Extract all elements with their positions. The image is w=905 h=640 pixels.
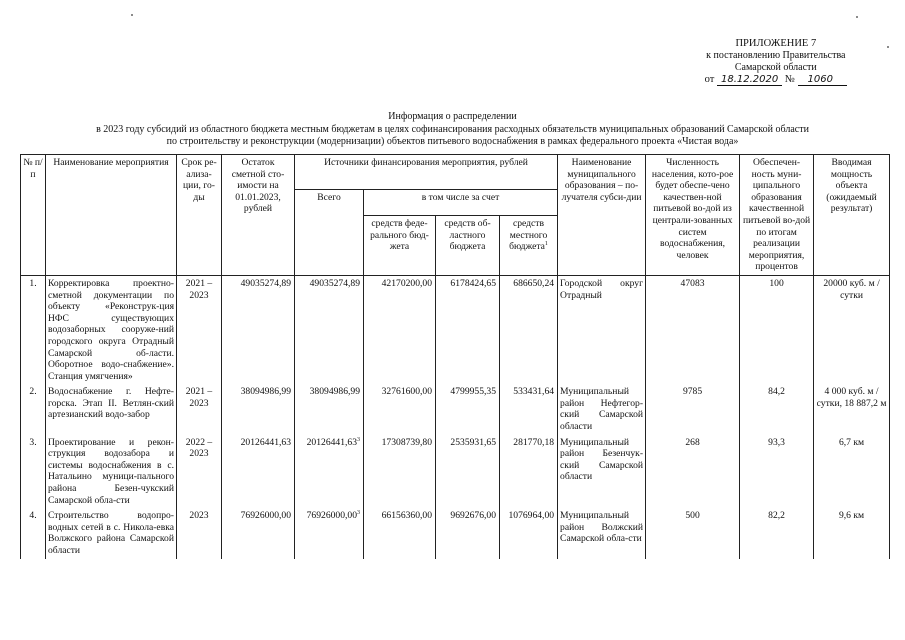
header-incl: в том числе за счет xyxy=(364,190,558,216)
cell-municipality: Муниципальный район Волжский Самарской обла-сти xyxy=(558,508,646,558)
heading-line2: в 2023 году субсидий из областного бюджета местным бюджетам в целях софинансирования расходных обязательств муниципальных образований Самарской области xyxy=(96,123,809,135)
header-loc-footnote: 1 xyxy=(544,240,548,247)
header-balance: Остаток сметной сто-имости на 01.01.2023, рублей xyxy=(222,155,295,276)
cell-fed: 66156360,00 xyxy=(364,508,436,558)
cell-balance: 76926000,00 xyxy=(222,508,295,558)
cell-population: 47083 xyxy=(646,275,740,384)
cell-capacity: 4 000 куб. м / сутки, 18 887,2 м xyxy=(814,384,890,434)
cell-term: 2021 – 2023 xyxy=(177,275,222,384)
cell-total-value: 49035274,89 xyxy=(309,277,360,289)
cell-num: 3. xyxy=(21,435,46,509)
cell-population: 268 xyxy=(646,435,740,509)
handwritten-date: 18.12.2020 xyxy=(717,74,782,86)
cell-loc: 1076964,00 xyxy=(500,508,558,558)
header-capacity: Вводимая мощность объекта (ожидаемый результат) xyxy=(814,155,890,276)
cell-name: Водоснабжение г. Нефте-горска. Этап II. Ветлян-ский артезианский водо-забор xyxy=(46,384,177,434)
cell-loc: 281770,18 xyxy=(500,435,558,509)
scan-speck xyxy=(887,46,889,48)
header-share: Обеспечен-ность муни-ципального образования качественной питьевой во-дой по итогам реализации мероприятия, процентов xyxy=(740,155,814,276)
appendix-line3: Самарской области xyxy=(734,62,817,73)
cell-capacity: 6,7 км xyxy=(814,435,890,509)
header-term: Срок ре-ализа-ции, го-ды xyxy=(177,155,222,276)
table-row xyxy=(21,384,890,434)
header-loc-text: средств местного бюджета xyxy=(509,217,548,253)
cell-total xyxy=(295,435,364,509)
handwritten-number: 1060 xyxy=(798,74,847,86)
distribution-table xyxy=(20,154,890,559)
heading-line1: Информация о распределении xyxy=(388,111,517,122)
cell-fed: 17308739,80 xyxy=(364,435,436,509)
scan-speck xyxy=(131,14,133,16)
cell-share: 82,2 xyxy=(740,508,814,558)
cell-total xyxy=(295,384,364,434)
cell-share: 100 xyxy=(740,275,814,384)
header-loc xyxy=(500,215,558,275)
cell-municipality: Муниципальный район Безенчук-ский Самарской области xyxy=(558,435,646,509)
table-row xyxy=(21,435,890,509)
appendix-title: ПРИЛОЖЕНИЕ 7 xyxy=(735,38,817,49)
cell-term: 2022 – 2023 xyxy=(177,435,222,509)
cell-total xyxy=(295,275,364,384)
cell-total-value: 38094986,99 xyxy=(309,386,360,398)
cell-reg: 2535931,65 xyxy=(436,435,500,509)
cell-total-value: 76926000,00 xyxy=(306,510,357,522)
cell-capacity: 20000 куб. м / сутки xyxy=(814,275,890,384)
table-body xyxy=(21,275,890,558)
cell-total-value: 20126441,63 xyxy=(306,436,357,448)
cell-total-footnote: 3 xyxy=(357,436,360,443)
cell-fed: 42170200,00 xyxy=(364,275,436,384)
cell-population: 500 xyxy=(646,508,740,558)
cell-reg: 4799955,35 xyxy=(436,384,500,434)
header-population: Численность населения, кото-рое будет обеспе-чено качествен-ной питьевой во-дой из централи-зованных систем водоснабжения, человек xyxy=(646,155,740,276)
cell-fed: 32761600,00 xyxy=(364,384,436,434)
cell-num: 1. xyxy=(21,275,46,384)
header-name: Наименование мероприятия xyxy=(46,155,177,276)
cell-num: 2. xyxy=(21,384,46,434)
cell-municipality: Муниципальный район Нефтегор-ский Самарской области xyxy=(558,384,646,434)
header-sources: Источники финансирования мероприятия, рублей xyxy=(295,155,558,190)
cell-balance: 49035274,89 xyxy=(222,275,295,384)
cell-capacity: 9,6 км xyxy=(814,508,890,558)
header-reg: средств об-ластного бюджета xyxy=(436,215,500,275)
number-prefix: № xyxy=(784,74,795,85)
header-fed: средств феде-рального бюд-жета xyxy=(364,215,436,275)
cell-loc: 686650,24 xyxy=(500,275,558,384)
scan-speck xyxy=(856,16,858,18)
document-heading xyxy=(20,111,885,149)
cell-total xyxy=(295,508,364,558)
cell-population: 9785 xyxy=(646,384,740,434)
cell-balance: 38094986,99 xyxy=(222,384,295,434)
cell-share: 93,3 xyxy=(740,435,814,509)
table-row xyxy=(21,275,890,384)
cell-term: 2023 xyxy=(177,508,222,558)
cell-municipality: Городской округ Отрадный xyxy=(558,275,646,384)
cell-name: Корректировка проектно-сметной документации по объекту «Реконструк-ция НФС существующих водозаборных сооруже-ний городского округа Отрадный Самарской об-ласти. Оборотное водо-снабжение». Станция умягчения» xyxy=(46,275,177,384)
appendix-block xyxy=(705,38,847,86)
cell-share: 84,2 xyxy=(740,384,814,434)
cell-reg: 6178424,65 xyxy=(436,275,500,384)
cell-num: 4. xyxy=(21,508,46,558)
cell-name: Проектирование и рекон-струкция водозабора и системы водоснабжения в с. Натальино муници-пального района Безен-чукский Самарской обла-сти xyxy=(46,435,177,509)
cell-name: Строительство водопро-водных сетей в с. Никола-евка Волжского района Самарской области xyxy=(46,508,177,558)
heading-line3: по строительству и реконструкции (модернизации) объектов питьевого водоснабжения в рамках федерального проекта «Чистая вода» xyxy=(166,136,739,147)
date-prefix: от xyxy=(704,74,715,85)
cell-total-footnote: 3 xyxy=(357,510,360,517)
cell-term: 2021 – 2023 xyxy=(177,384,222,434)
appendix-signature-line xyxy=(705,74,847,86)
cell-loc: 533431,64 xyxy=(500,384,558,434)
appendix-line2: к постановлению Правительства xyxy=(706,50,846,61)
cell-reg: 9692676,00 xyxy=(436,508,500,558)
header-municipality: Наименование муниципального образования – по-лучателя субси-дии xyxy=(558,155,646,276)
header-total: Всего xyxy=(295,190,364,276)
table-row xyxy=(21,508,890,558)
cell-balance: 20126441,63 xyxy=(222,435,295,509)
header-num: № п/п xyxy=(21,155,46,276)
